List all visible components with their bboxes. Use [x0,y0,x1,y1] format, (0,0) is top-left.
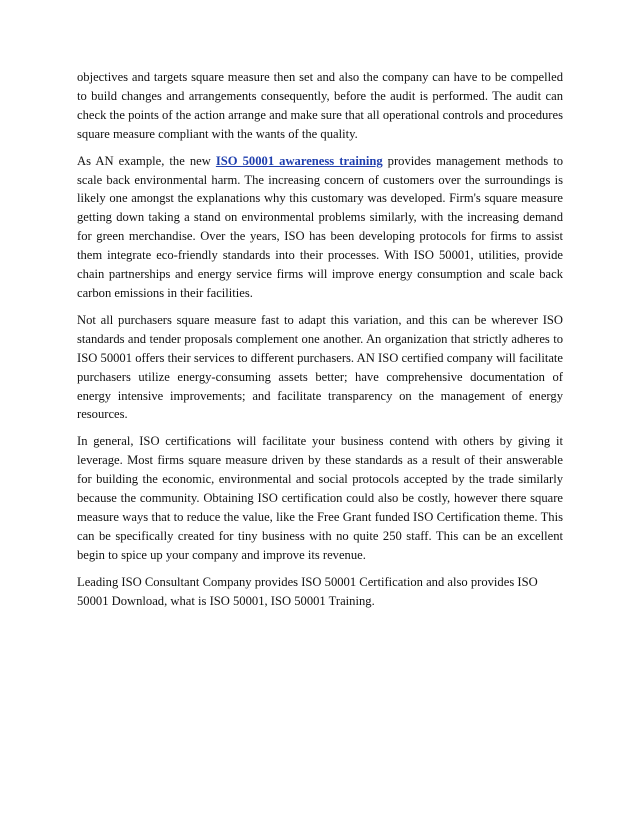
paragraph-example [77,152,563,303]
paragraph-objectives: objectives and targets square measure then set and also the company can have to be compelled to build changes and arrangements consequently, before the audit is performed. The audit can check the points of the action arrange and make sure that all operational controls and procedures square measure compliant with the wants of the quality. [77,70,563,141]
paragraph-example-lead: As AN example, the new [77,153,216,168]
paragraph-purchasers: Not all purchasers square measure fast to adapt this variation, and this can be wherever ISO standards and tender proposals complement one another. An organization that strictly adheres to ISO 50001 offers their services to different purchasers. AN ISO certified company will facilitate purchasers utilize energy-consuming assets better; have comprehensive documentation of energy intensive improvements; and facilitate transparency on the management of energy resources. [77,312,563,422]
iso-50001-awareness-training-link[interactable]: ISO 50001 awareness training [215,153,383,168]
paragraph-example-body: provides management methods to scale back environmental harm. The increasing concern of customers over the surroundings is likely one amongst the explanations why this customary was developed. Firm's square measure getting down taking a stand on environmental problems similarly, with the increasing demand for green merchandise. Over the years, ISO has been developing protocols for firms to assist them integrate eco-friendly standards into their processes. With ISO 50001, utilities, provide chain partnerships and energy service firms will improve energy consumption and scale back carbon emissions in their facilities. [77,153,564,300]
paragraph-general: In general, ISO certifications will facilitate your business contend with others by giving it leverage. Most firms square measure driven by these standards as a result of their answerable for building the economic, environmental and social protocols accepted by the trade similarly because the community. Obtaining ISO certification could also be costly, however there square measure ways that to reduce the value, like the Free Grant funded ISO Certification theme. This can be specifically created for tiny business with no quite 250 staff. This can be an excellent begin to spice up your company and improve its revenue. [77,434,563,562]
paragraph-closing: Leading ISO Consultant Company provides ISO 50001 Certification and also provides ISO 50001 Download, what is ISO 50001, ISO 50001 Training. [77,574,538,608]
document-page [77,68,563,618]
